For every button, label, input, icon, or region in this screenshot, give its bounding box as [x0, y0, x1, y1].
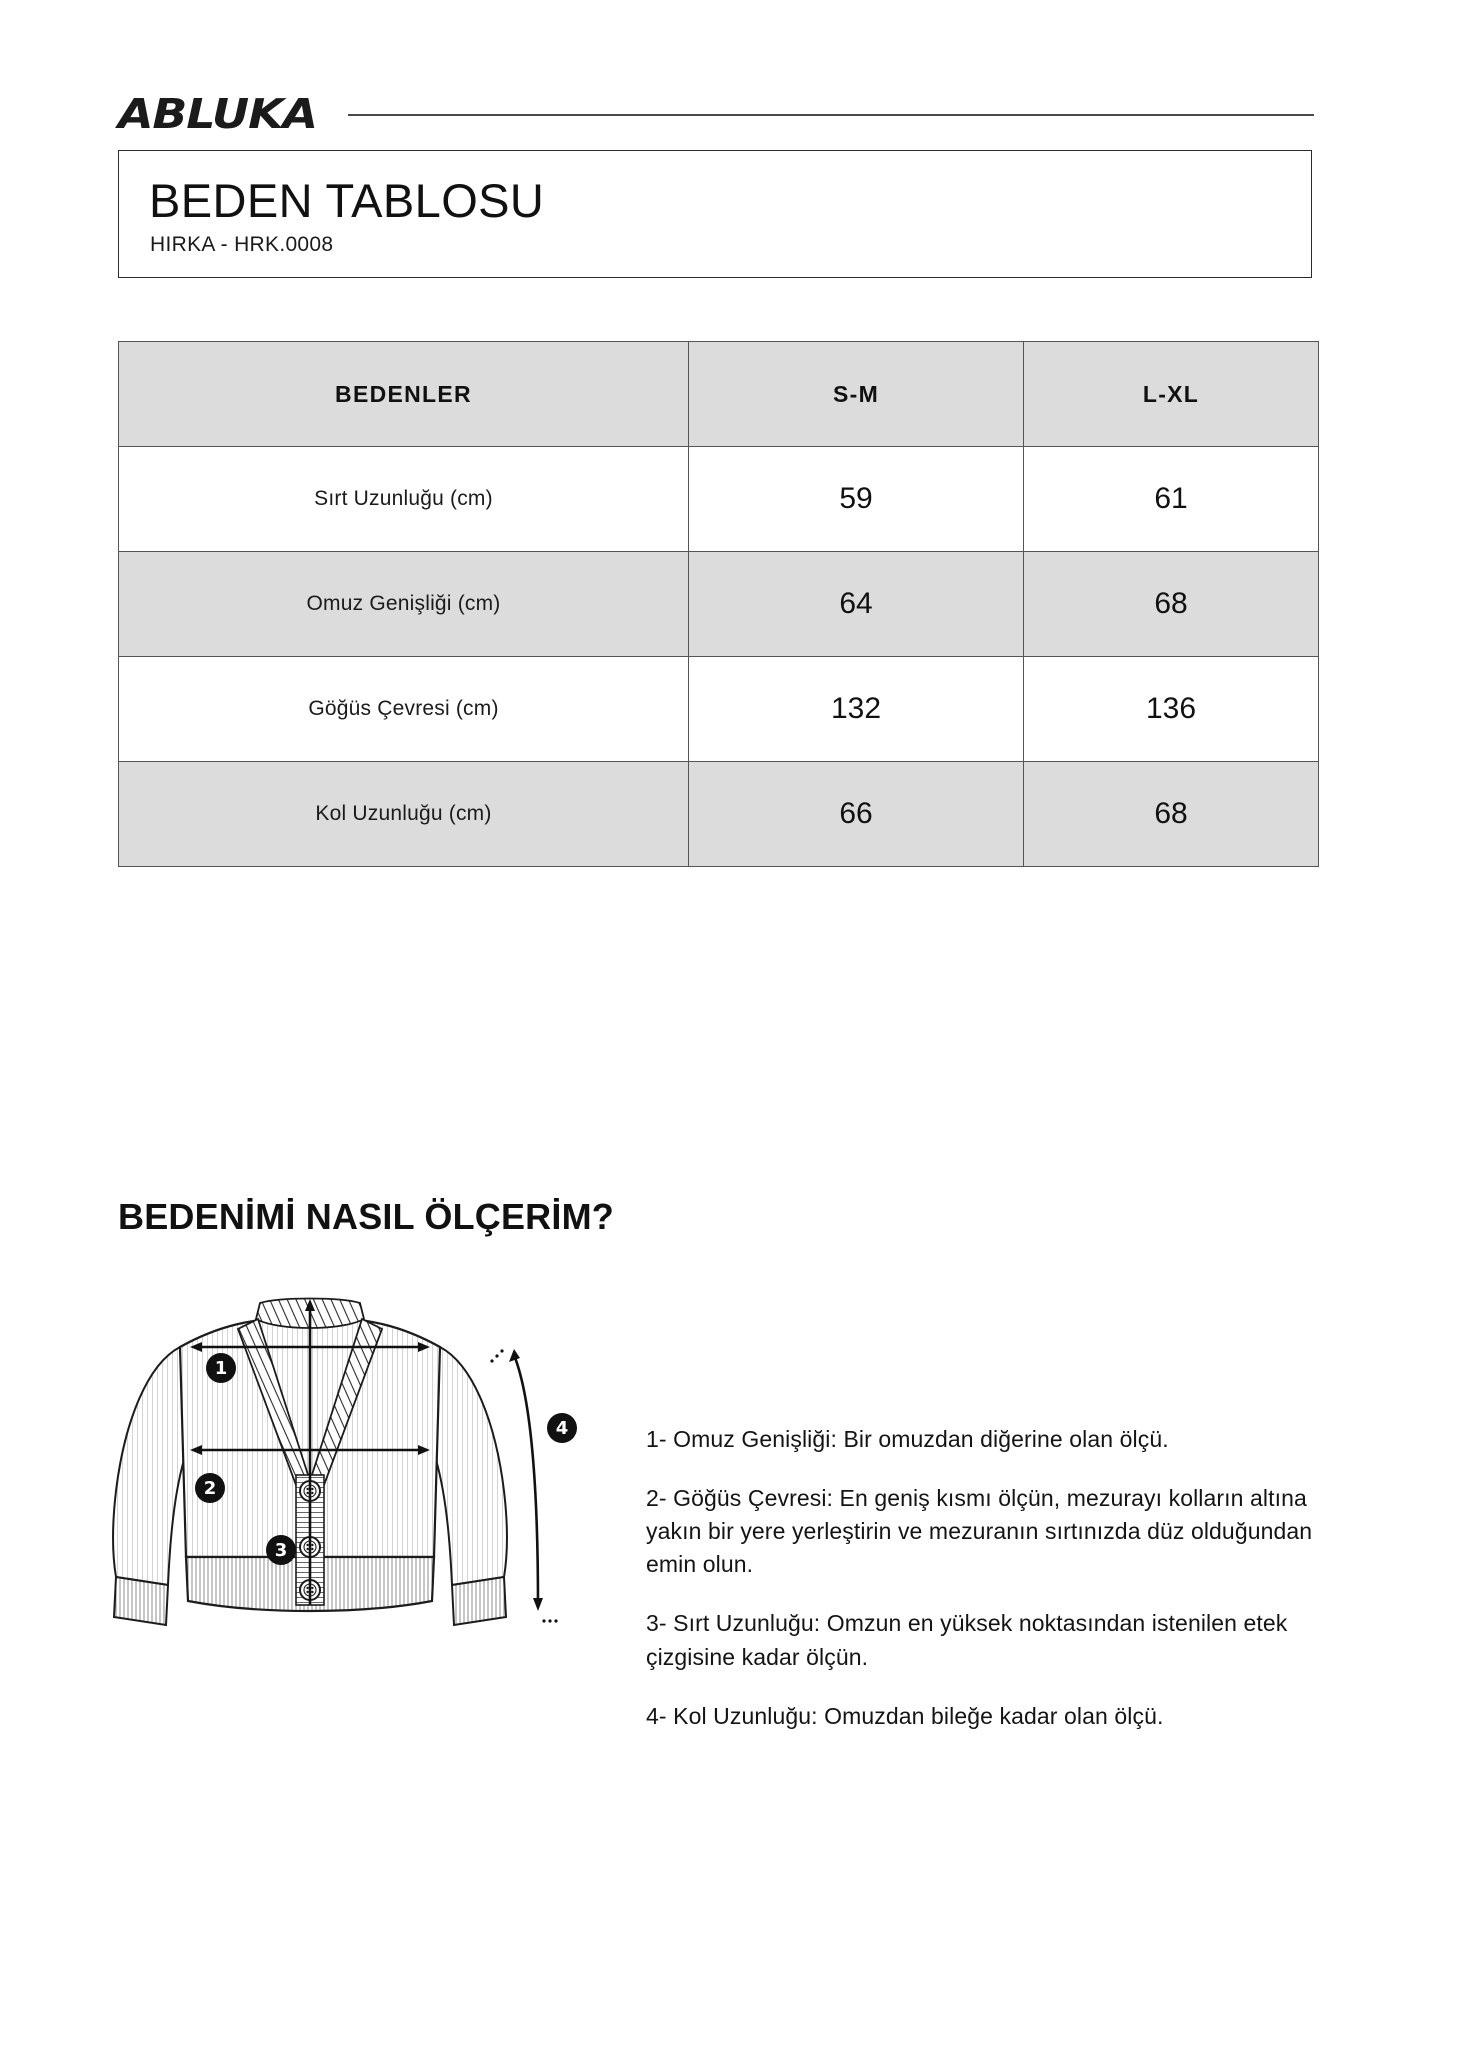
row-label: Omuz Genişliği (cm) — [119, 552, 689, 657]
row-label: Kol Uzunluğu (cm) — [119, 762, 689, 867]
table-row — [119, 447, 1319, 552]
size-chart-table — [118, 341, 1319, 867]
row-label: Sırt Uzunluğu (cm) — [119, 447, 689, 552]
marker-badge-1 — [206, 1353, 236, 1383]
left-cuff — [114, 1577, 168, 1625]
sleeve-length-arrow — [514, 1355, 538, 1605]
row-label: Göğüs Çevresi (cm) — [119, 657, 689, 762]
table-row — [119, 762, 1319, 867]
value-lxl: 61 — [1024, 447, 1319, 552]
marker-badge-2 — [195, 1473, 225, 1503]
column-header-measurement: BEDENLER — [119, 342, 689, 447]
marker-label-4: 4 — [555, 1418, 569, 1439]
marker-label-3: 3 — [274, 1540, 288, 1561]
value-sm: 132 — [689, 657, 1024, 762]
instruction-item-2: 2- Göğüs Çevresi: En geniş kısmı ölçün, mezurayı kolların altına yakın bir yere yerleştirin ve mezuranın sırtınızda düz olduğundan emin olun. — [646, 1485, 1313, 1578]
instruction-item-4: 4- Kol Uzunluğu: Omuzdan bileğe kadar olan ölçü. — [646, 1702, 1164, 1729]
measure-section-heading: BEDENİMİ NASIL ÖLÇERİM? — [118, 1196, 614, 1237]
title-box — [118, 150, 1312, 278]
table-row — [119, 657, 1319, 762]
brand-header — [118, 89, 1314, 138]
instruction-item-1: 1- Omuz Genişliği: Bir omuzdan diğerine olan ölçü. — [646, 1426, 1169, 1452]
left-sleeve — [113, 1347, 186, 1585]
abluka-logo: ABLUKA — [118, 89, 317, 138]
marker-label-1: 1 — [214, 1358, 228, 1379]
marker-badge-4 — [547, 1413, 577, 1443]
value-lxl: 68 — [1024, 762, 1319, 867]
instruction-item-3: 3- Sırt Uzunluğu: Omzun en yüksek noktasından istenilen etek çizgisine kadar ölçün. — [646, 1610, 1288, 1670]
table-header-row — [119, 342, 1319, 447]
measurement-instructions-list — [646, 1400, 1336, 1733]
value-sm: 59 — [689, 447, 1024, 552]
value-sm: 64 — [689, 552, 1024, 657]
value-lxl: 68 — [1024, 552, 1319, 657]
cardigan-technical-drawing — [110, 1285, 610, 1705]
value-lxl: 136 — [1024, 657, 1319, 762]
marker-badge-3 — [266, 1535, 296, 1565]
product-code-subtitle: HIRKA - HRK.0008 — [150, 233, 334, 256]
brand-divider-rule — [348, 114, 1314, 116]
page-title: BEDEN TABLOSU — [149, 174, 545, 227]
right-cuff — [452, 1577, 506, 1625]
table-row — [119, 552, 1319, 657]
marker-label-2: 2 — [203, 1478, 217, 1499]
right-sleeve — [434, 1347, 507, 1585]
column-header-sm: S-M — [689, 342, 1024, 447]
column-header-lxl: L-XL — [1024, 342, 1319, 447]
value-sm: 66 — [689, 762, 1024, 867]
